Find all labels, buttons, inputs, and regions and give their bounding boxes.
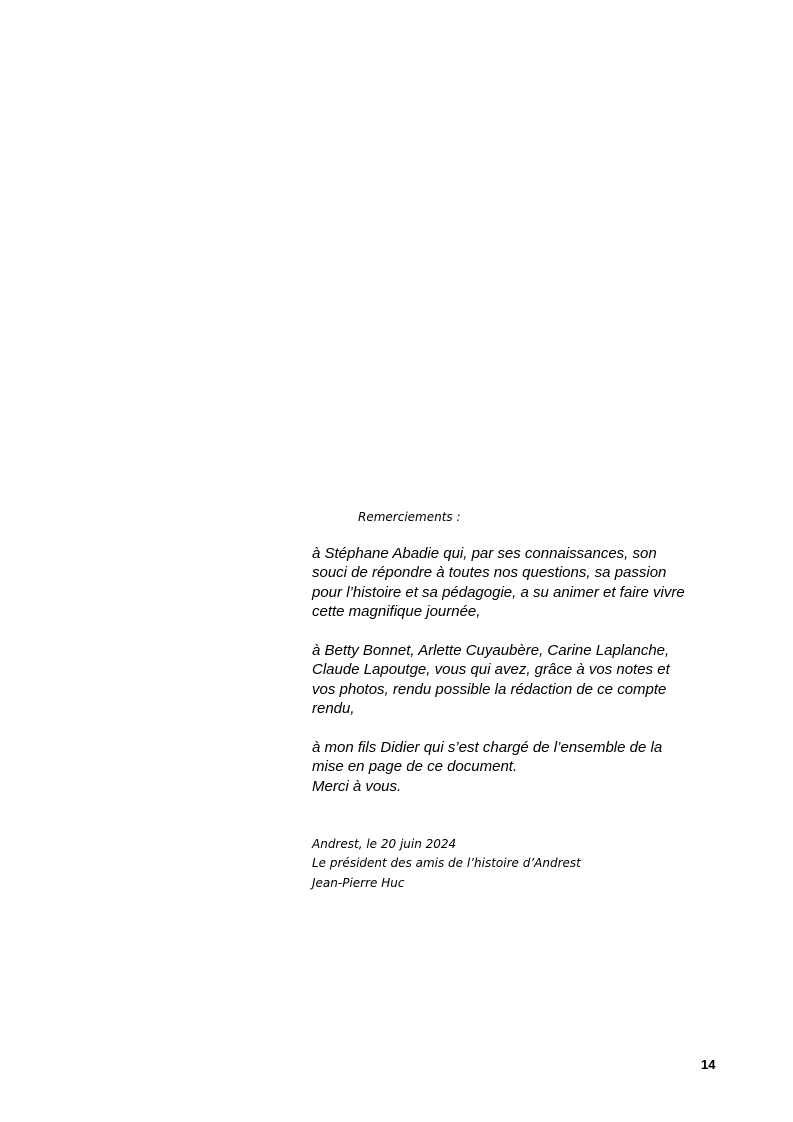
page-number: 14 <box>701 1057 716 1072</box>
paragraph-line: à Stéphane Abadie qui, par ses connaissances, son <box>312 545 657 562</box>
paragraph-line: Claude Lapoutge, vous qui avez, grâce à vos notes et <box>312 661 670 678</box>
signature-title: Le président des amis de l’histoire d’Andrest <box>312 856 581 870</box>
paragraph-line: vos photos, rendu possible la rédaction de ce compte <box>312 681 667 698</box>
signature-place-date: Andrest, le 20 juin 2024 <box>312 837 457 851</box>
paragraph-line: souci de répondre à toutes nos questions, sa passion <box>312 564 667 581</box>
paragraph-line: cette magnifique journée, <box>312 603 481 620</box>
paragraph-line: pour l’histoire et sa pédagogie, a su animer et faire vivre <box>312 584 685 601</box>
paragraph-line: à mon fils Didier qui s’est chargé de l’ensemble de la <box>312 739 663 756</box>
acknowledgements-heading: Remerciements : <box>358 510 461 524</box>
paragraph-line: mise en page de ce document. <box>312 758 518 775</box>
paragraph-line: Merci à vous. <box>312 778 402 795</box>
signature-name: Jean-Pierre Huc <box>312 876 405 890</box>
paragraph-line: rendu, <box>312 700 355 717</box>
paragraph-line: à Betty Bonnet, Arlette Cuyaubère, Carine Laplanche, <box>312 642 670 659</box>
